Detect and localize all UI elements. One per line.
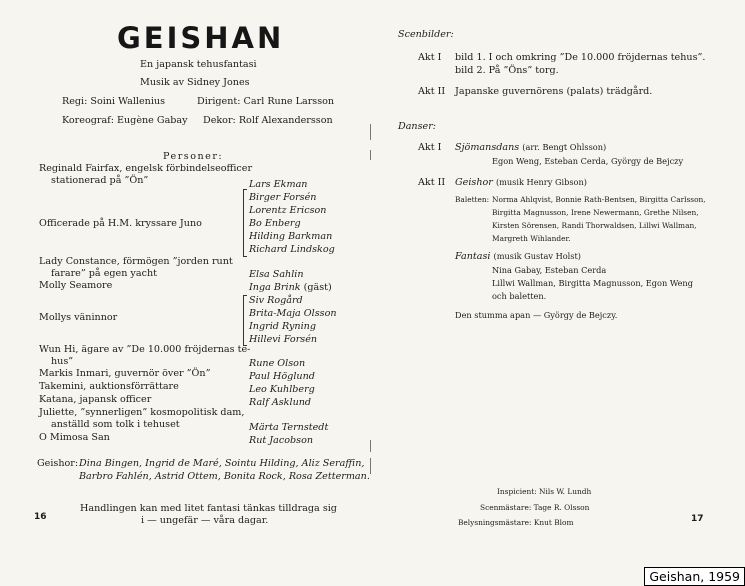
note-line-2: i — ungefär — våra dagar.	[141, 515, 269, 526]
role-molly: Molly Seamore	[39, 280, 113, 291]
gutter-mark	[370, 150, 371, 160]
baletten-label: Baletten:	[455, 195, 490, 204]
page-title: GEISHAN	[117, 21, 285, 55]
akt1-label: Akt I	[418, 52, 442, 63]
dirigent-credit: Dirigent: Carl Rune Larsson	[197, 96, 335, 107]
role-officerade: Officerade på H.M. kryssare Juno	[39, 218, 202, 229]
koreograf-credit: Koreograf: Eugène Gabay	[62, 115, 188, 126]
actor-birger-forsen: Birger Forsén	[249, 192, 317, 203]
bracket-officers	[243, 189, 247, 257]
dans-sjomansdans	[455, 142, 606, 155]
fantasi-note: (musik Gustav Holst)	[493, 251, 581, 261]
gutter-mark	[370, 124, 371, 140]
actor-rune-olson: Rune Olson	[249, 358, 306, 369]
sjomansdans-title: Sjömansdans	[455, 142, 520, 153]
sjomansdans-note: (arr. Bengt Ohlsson)	[522, 142, 607, 152]
role-lady-constance-1: Lady Constance, förmögen ”jorden runt	[39, 256, 233, 267]
dans-akt2-label: Akt II	[418, 177, 446, 188]
dans-akt1-label: Akt I	[418, 142, 442, 153]
actor-ralf-asklund: Ralf Asklund	[249, 397, 312, 408]
actor-rut-jacobson: Rut Jacobson	[249, 435, 314, 446]
actor-brita-maja-olsson: Brita-Maja Olsson	[249, 308, 337, 319]
actor-hillevi-forsen: Hillevi Forsén	[249, 334, 318, 345]
akt1-bild1: bild 1. I och omkring ”De 10.000 fröjdernas tehus”.	[455, 52, 706, 63]
actor-siv-rogard: Siv Rogård	[249, 295, 303, 306]
scenmastare: Scenmästare: Tage R. Olsson	[480, 503, 590, 512]
role-juliette-2: anställd som tolk i tehuset	[51, 419, 180, 430]
geishor-label: Geishor:	[37, 458, 79, 469]
dans-fantasi	[455, 251, 581, 264]
actor-inga-brink-name: Inga Brink	[249, 282, 301, 293]
actor-bo-enberg: Bo Enberg	[249, 218, 301, 229]
geishor-dance-note: (musik Henry Gibson)	[495, 177, 587, 187]
actor-leo-kuhlberg: Leo Kuhlberg	[249, 384, 315, 395]
geishor-line-2: Barbro Fahlén, Astrid Ottem, Bonita Rock, Rosa Zetterman.	[79, 471, 370, 482]
actor-paul-hoglund: Paul Höglund	[249, 371, 315, 382]
actor-inga-brink	[249, 282, 332, 295]
actor-lars-ekman: Lars Ekman	[249, 179, 308, 190]
page-number-left: 16	[34, 512, 47, 522]
belysningsmastare: Belysningsmästare: Knut Blom	[458, 518, 574, 527]
role-reginald-1: Reginald Fairfax, engelsk förbindelseofficer	[39, 163, 253, 174]
dans-geishor	[455, 177, 587, 190]
note-line-1: Handlingen kan med litet fantasi tänkas tilldraga sig	[80, 503, 337, 514]
actor-richard-lindskog: Richard Lindskog	[249, 244, 335, 255]
danser-heading: Danser:	[398, 121, 437, 132]
actor-lorentz-ericson: Lorentz Ericson	[249, 205, 327, 216]
subtitle: En japansk tehusfantasi	[140, 59, 257, 70]
akt1-bild2: bild 2. På ”Öns” torg.	[455, 65, 559, 76]
gutter-mark	[370, 440, 371, 452]
scenbilder-heading: Scenbilder:	[398, 29, 454, 40]
actor-elsa-sahlin: Elsa Sahlin	[249, 269, 304, 280]
akt2-label: Akt II	[418, 86, 446, 97]
fantasi-title: Fantasi	[455, 251, 491, 262]
role-reginald-2: stationerad på ”Ön”	[51, 175, 149, 186]
role-markis: Markis Inmari, guvernör över ”Ön”	[39, 368, 211, 379]
role-katana: Katana, japansk officer	[39, 394, 152, 405]
role-wun-hi-2: hus”	[51, 356, 74, 367]
stumma-apan: Den stumma apan — György de Bejczy.	[455, 310, 618, 320]
akt2-scen: Japanske guvernörens (palats) trädgård.	[455, 86, 653, 97]
fantasi-line-1: Nina Gabay, Esteban Cerda	[492, 265, 607, 275]
sjomansdans-dancers: Egon Weng, Esteban Cerda, György de Bejczy	[492, 156, 684, 166]
baletten-line-2: Birgitta Magnusson, Irene Newermann, Grethe Nilsen,	[492, 208, 699, 217]
music-credit: Musik av Sidney Jones	[140, 77, 250, 88]
fantasi-line-2: Lillwi Wallman, Birgitta Magnusson, Egon Weng	[492, 278, 693, 288]
fantasi-line-3: och baletten.	[492, 291, 547, 301]
gutter-mark	[370, 458, 371, 474]
role-lady-constance-2: farare” på egen yacht	[51, 268, 157, 279]
page-number-right: 17	[691, 514, 704, 524]
guest-note: (gäst)	[303, 282, 332, 293]
role-juliette-1: Juliette, ”synnerligen” kosmopolitisk dam,	[39, 407, 245, 418]
role-wun-hi-1: Wun Hi, ägare av ”De 10.000 fröjdernas te-	[39, 344, 251, 355]
baletten-line-4: Margreth Wihlander.	[492, 234, 571, 243]
baletten-line-3: Kirsten Sörensen, Randi Thorwaldsen, Lillwi Wallman,	[492, 221, 697, 230]
inspicient: Inspicient: Nils W. Lundh	[497, 487, 592, 496]
bracket-vaninnor	[243, 295, 247, 346]
actor-hilding-barkman: Hilding Barkman	[249, 231, 333, 242]
role-mollys-vaninnor: Mollys väninnor	[39, 312, 118, 323]
image-caption: Geishan, 1959	[644, 567, 745, 586]
dekor-credit: Dekor: Rolf Alexandersson	[203, 115, 333, 126]
geishor-line-1: Dina Bingen, Ingrid de Maré, Sointu Hilding, Aliz Seraffin,	[79, 458, 365, 469]
role-o-mimosa: O Mimosa San	[39, 432, 110, 443]
personer-heading: Personer:	[163, 151, 224, 162]
regi-credit: Regi: Soini Wallenius	[62, 96, 166, 107]
geishor-dance-title: Geishor	[455, 177, 493, 188]
baletten-line-1: Norma Ahlqvist, Bonnie Rath-Bentsen, Birgitta Carlsson,	[492, 195, 706, 204]
actor-marta-ternstedt: Märta Ternstedt	[249, 422, 329, 433]
role-takemini: Takemini, auktionsförrättare	[39, 381, 179, 392]
actor-ingrid-ryning: Ingrid Ryning	[249, 321, 316, 332]
